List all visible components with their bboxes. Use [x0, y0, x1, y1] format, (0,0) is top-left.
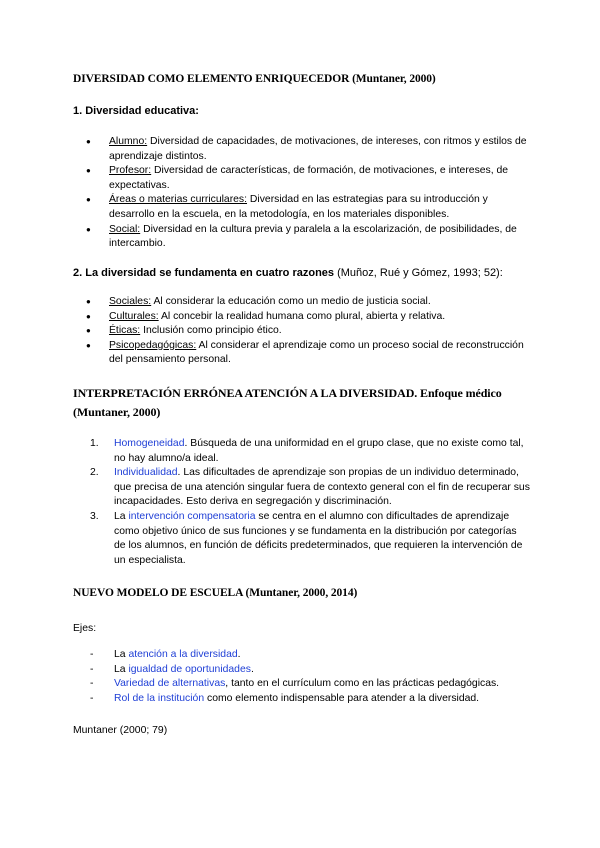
- list-cuatro-razones: [85, 295, 535, 368]
- list-item: - La atención a la diversidad.: [90, 649, 241, 660]
- term-individualidad: Individualidad: [114, 467, 178, 479]
- list-item: 2. Individualidad. Las dificultades de aprendizaje son propias de un individuo determinado, que precisa de una atención singular fuera de contexto general con el fin de recuperar sus incapacidades. Esto deriva en segregación y discriminación.: [90, 467, 530, 508]
- section-title-cite: Enfoque médico (Muntaner, 2000): [73, 386, 502, 419]
- list-ejes: [90, 648, 540, 706]
- term-variedad-alternativas: Variedad de alternativas: [114, 678, 226, 690]
- list-item: ● Profesor: Diversidad de características, de formación, de motivaciones, e intereses, de expectativas.: [85, 164, 535, 193]
- section-title-diversidad: [73, 71, 436, 88]
- list-item: ● Culturales: Al concebir la realidad humana como plural, abierta y relativa.: [85, 310, 535, 325]
- list-item: 1. Homogeneidad. Búsqueda de una uniformidad en el grupo clase, que no existe como tal, no hay alumno/a ideal.: [90, 438, 524, 464]
- list-item: ● Psicopedagógicas: Al considerar el aprendizaje como un proceso social de reconstrucción del pensamiento personal.: [85, 339, 535, 368]
- section-title-cite: (Muntaner, 2000, 2014): [245, 587, 358, 599]
- section-title-nuevo-modelo: [73, 585, 357, 602]
- list-item: ● Áreas o materias curriculares: Diversidad en las estrategias para su introducción y desarrollo en la escuela, en la metodología, en los materiales disponibles.: [85, 193, 535, 222]
- list-item: - Rol de la institución como elemento indispensable para atender a la diversidad.: [90, 692, 480, 704]
- list-item: - Variedad de alternativas, tanto en el currículum como en las prácticas pedagógicas.: [90, 678, 500, 690]
- term-intervencion-compensatoria: intervención compensatoria: [128, 510, 256, 522]
- ejes-label: Ejes:: [73, 623, 97, 634]
- footer-citation: Muntaner (2000; 79): [73, 725, 168, 736]
- section-title-interpretacion: [73, 384, 533, 422]
- list-item: ● Sociales: Al considerar la educación como un medio de justicia social.: [85, 295, 535, 310]
- section-title-text: NUEVO MODELO DE ESCUELA: [73, 587, 243, 599]
- list-interpretacion-erronea: [90, 437, 530, 568]
- list-item: - La igualdad de oportunidades.: [90, 663, 254, 675]
- list-item: ● Social: Diversidad en la cultura previa y paralela a la escolarización, de posibilidades, de intercambio.: [85, 223, 535, 252]
- list-item: ● Alumno: Diversidad de capacidades, de motivaciones, de intereses, con ritmos y estilos de aprendizaje distintos.: [85, 135, 535, 164]
- section-title-text: INTERPRETACIÓN ERRÓNEA ATENCIÓN A LA DIVERSIDAD.: [73, 386, 418, 400]
- list-diversidad-educativa: [85, 135, 535, 252]
- list-item: 3. La intervención compensatoria se centra en el alumno con dificultades de aprendizaje como objetivo único de sus funciones y se fundamenta en la distribución por categorías de los alumnos, en función de déficits predeterminados, que requieren la intervención de un especialista.: [90, 510, 523, 566]
- subheading-cuatro-razones: 2. La diversidad se fundamenta en cuatro razones (Muñoz, Rué y Gómez, 1993; 52):: [73, 267, 503, 279]
- term-homogeneidad: Homogeneidad: [114, 438, 185, 449]
- list-item: ● Éticas: Inclusión como principio ético.: [85, 324, 535, 339]
- term-igualdad-oportunidades: igualdad de oportunidades: [128, 663, 251, 675]
- term-atencion-diversidad: atención a la diversidad: [128, 649, 238, 660]
- section-title-cite: (Muntaner, 2000): [352, 73, 436, 85]
- term-rol-institucion: Rol de la institución: [114, 692, 205, 704]
- section-title-text: DIVERSIDAD COMO ELEMENTO ENRIQUECEDOR: [73, 73, 350, 85]
- subheading-diversidad-educativa: 1. Diversidad educativa:: [73, 105, 199, 117]
